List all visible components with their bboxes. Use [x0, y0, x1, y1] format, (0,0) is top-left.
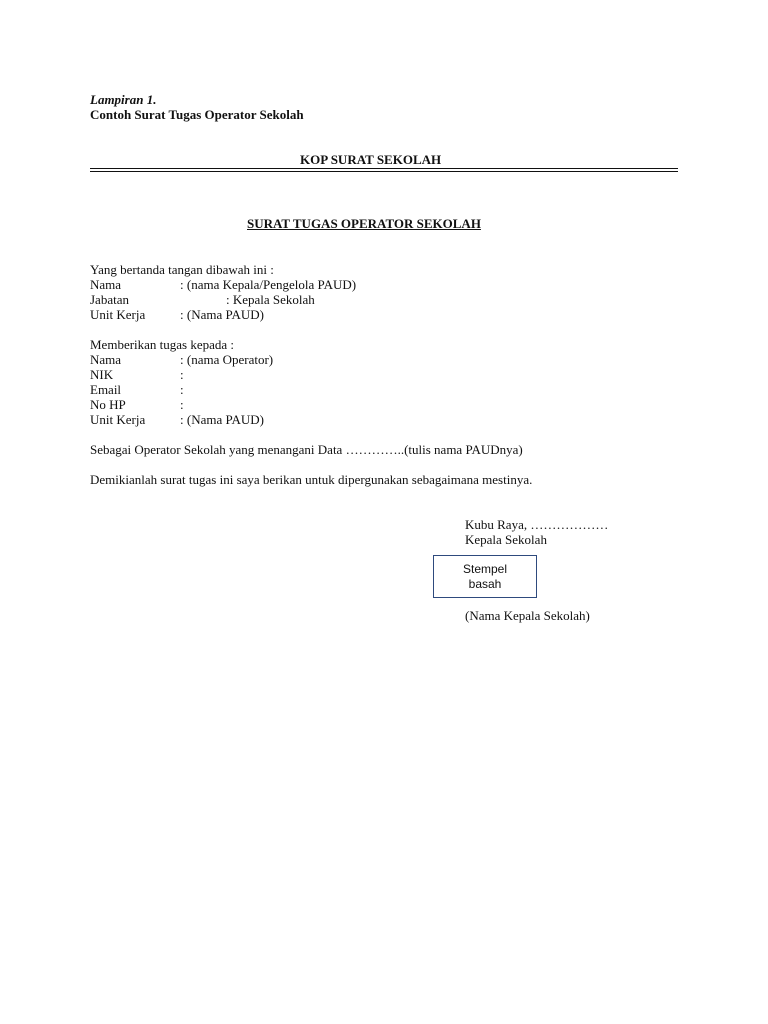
closing-text: Demikianlah surat tugas ini saya berikan untuk dipergunakan sebagaimana mestinya.	[90, 472, 533, 487]
assignee-nik-label: NIK	[90, 367, 114, 382]
assignee-unit-value: : (Nama PAUD)	[180, 412, 265, 427]
signer-name-label: Nama	[90, 277, 122, 292]
signer-unit-label: Unit Kerja	[90, 307, 146, 322]
signer-name-value: : (nama Kepala/Pengelola PAUD)	[180, 277, 357, 292]
signer-name: (Nama Kepala Sekolah)	[465, 608, 590, 623]
assignee-email-label: Email	[90, 382, 122, 397]
letter-title: SURAT TUGAS OPERATOR SEKOLAH	[247, 216, 481, 231]
assignee-nik-value: :	[180, 367, 184, 382]
assign-intro-text: Memberikan tugas kepada :	[90, 337, 235, 352]
intro-text: Yang bertanda tangan dibawah ini :	[90, 262, 274, 277]
duty-text: Sebagai Operator Sekolah yang menangani Data …………..(tulis nama PAUDnya)	[90, 442, 523, 457]
stamp-box	[433, 555, 537, 598]
letterhead: KOP SURAT SEKOLAH	[300, 152, 442, 167]
stamp-text-line1: Stempel	[462, 562, 508, 576]
signer-position: Kepala Sekolah	[465, 532, 547, 547]
letterhead-rule-bottom	[90, 171, 678, 172]
stamp-text-line2: basah	[468, 577, 502, 591]
assignee-phone-label: No HP	[90, 397, 126, 412]
signer-position-label: Jabatan	[90, 292, 129, 307]
attachment-label: Lampiran 1.	[90, 92, 157, 107]
assignee-name-value: : (nama Operator)	[180, 352, 274, 367]
assignee-name-label: Nama	[90, 352, 122, 367]
signer-unit-value: : (Nama PAUD)	[180, 307, 265, 322]
signer-position-value: : Kepala Sekolah	[226, 292, 315, 307]
assignee-unit-label: Unit Kerja	[90, 412, 146, 427]
document-title: Contoh Surat Tugas Operator Sekolah	[90, 107, 304, 122]
place-date: Kubu Raya, ………………	[465, 517, 609, 532]
letterhead-rule-top	[90, 168, 678, 169]
assignee-phone-value: :	[180, 397, 184, 412]
assignee-email-value: :	[180, 382, 184, 397]
